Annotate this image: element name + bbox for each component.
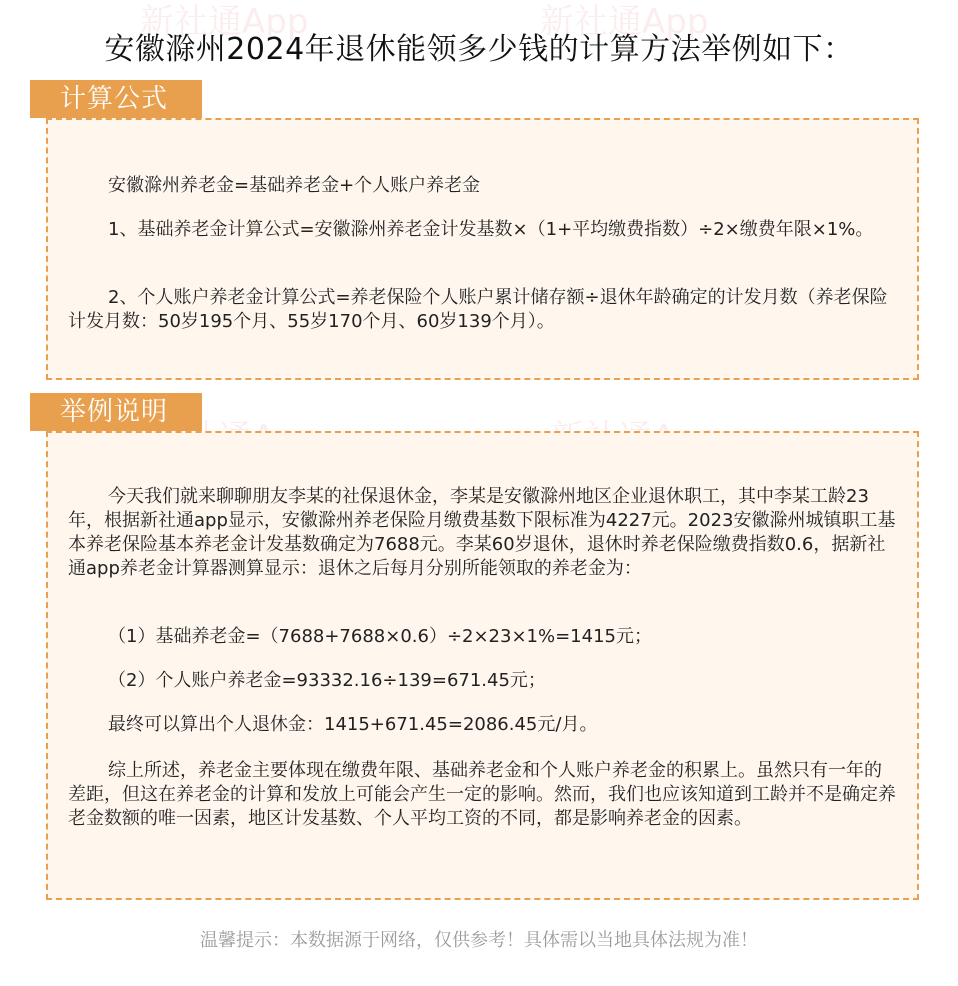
footer-note: 温馨提示：本数据源于网络，仅供参考！具体需以当地具体法规为准！: [200, 930, 758, 951]
example-paragraph: 今天我们就来聊聊朋友李某的社保退休金，李某是安徽滁州地区企业退休职工，其中李某工龄23年，根据新社通app显示，安徽滁州养老保险月缴费基数下限标准为4227元。2023安徽滁州城镇职工基本养老保险基本养老金计发基数确定为7688元。李某60岁退休，退休时养老保险缴费指数0.6，据新社通app养老金计算器测算显示：退休之后每月分别所能领取的养老金为：: [68, 486, 896, 579]
example-section: [46, 431, 919, 900]
example-section-tab: 举例说明: [30, 393, 202, 431]
example-paragraph: （2）个人账户养老金=93332.16÷139=671.45元；: [108, 670, 546, 691]
formula-paragraph: 安徽滁州养老金=基础养老金+个人账户养老金: [108, 175, 481, 196]
watermark-logo: 新社通App: [140, 2, 309, 42]
example-paragraph: （1）基础养老金=（7688+7688×0.6）÷2×23×1%=1415元；: [108, 626, 652, 647]
formula-section-tab: 计算公式: [30, 80, 202, 118]
page-title: 安徽滁州2024年退休能领多少钱的计算方法举例如下：: [104, 32, 854, 67]
example-paragraph: 综上所述，养老金主要体现在缴费年限、基础养老金和个人账户养老金的积累上。虽然只有一年的差距，但这在养老金的计算和发放上可能会产生一定的影响。然而，我们也应该知道到工龄并不是确定养老金数额的唯一因素，地区计发基数、个人平均工资的不同，都是影响养老金的因素。: [68, 760, 896, 829]
watermark-logo: 新社通App: [540, 2, 709, 42]
formula-paragraph: 2、个人账户养老金计算公式=养老保险个人账户累计储存额÷退休年龄确定的计发月数（养老保险计发月数：50岁195个月、55岁170个月、60岁139个月）。: [68, 287, 888, 332]
example-paragraph: 最终可以算出个人退休金：1415+671.45=2086.45元/月。: [108, 714, 598, 735]
formula-paragraph: 1、基础养老金计算公式=安徽滁州养老金计发基数×（1+平均缴费指数）÷2×缴费年限×1%。: [108, 219, 874, 240]
formula-section: [46, 118, 919, 380]
